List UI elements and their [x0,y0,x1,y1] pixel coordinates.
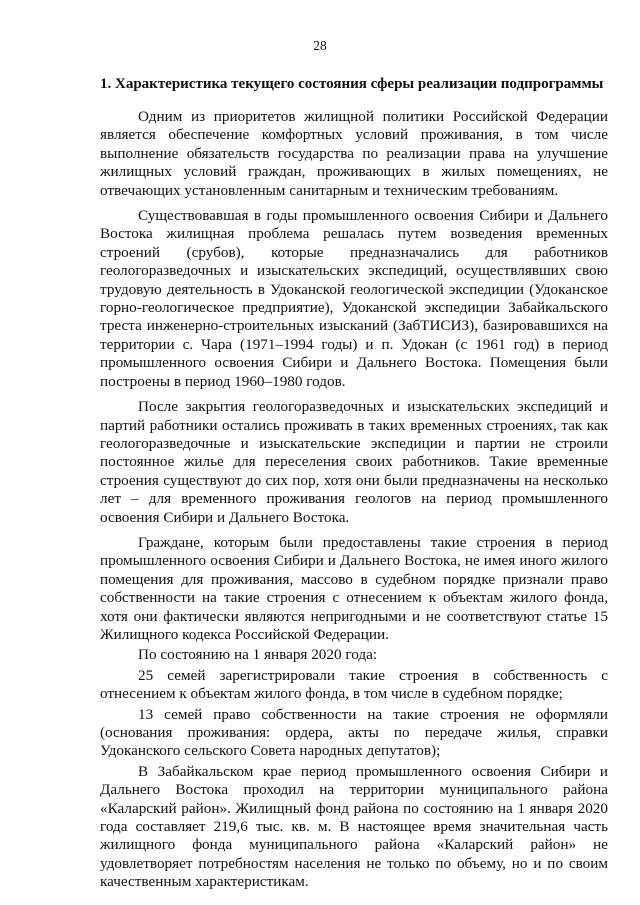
paragraph-housing-history: Существовавшая в годы промышленного освоения Сибири и Дальнего Востока жилищная проблема решалась путем возведения временных строений (срубов), которые предназначались для работников геологоразведочных и изыскательских экспедиций, осуществлявших свою трудовую деятельность в Удоканской геологической экспедиции (Удоканское горно-геологическое предприятие), Удоканской экспедиции Забайкальского треста инженерно-строительных изысканий (ЗабТИСИЗ), базировавшихся на территории с. Чара (1971–1994 годы) и п. Удокан (с 1961 год) в период промышленного освоения Сибири и Дальнего Востока. Помещения были построены в период 1960–1980 годов. [100,207,608,390]
section-heading: 1. Характеристика текущего состояния сферы реализации подпрограммы [100,76,604,92]
body-text [100,108,608,892]
paragraph-kalarsky-district: В Забайкальском крае период промышленного освоения Сибири и Дальнего Востока проходил на территории муниципального района «Каларский район». Жилищный фонд района по состоянию на 1 января 2020 года составляет 219,6 тыс. кв. м. В настоящее время значительная часть жилищного фонда муниципального района «Каларский район» не удовлетворяет потребностям населения не только по объему, но и по своим качественным характеристикам. [100,762,608,891]
paragraph-registered-families: 25 семей зарегистрировали такие строения в собственность с отнесением к объектам жилого фонда, в том числе в судебном порядке; [100,666,608,703]
paragraph-unregistered-families: 13 семей право собственности на такие строения не оформляли (основания проживания: ордера, акты по передаче жилья, справки Удоканского сельского Совета народных депутатов); [100,705,608,760]
paragraph-temporary-structures: После закрытия геологоразведочных и изыскательских экспедиций и партий работники остались проживать в таких временных строениях, так как геологоразведочные и изыскательские экспедиции и партии не строили постоянное жилье для переселения своих работников. Такие временные строения существуют до сих пор, хотя они были предназначены на несколько лет – для временного проживания геологов на период промышленного освоения Сибири и Дальнего Востока. [100,398,608,526]
paragraph-housing-policy: Одним из приоритетов жилищной политики Российской Федерации является обеспечение комфортных условий проживания, в том числе выполнение обязательств государства по реализации права на улучшение жилищных условий граждан, проживающих в жилых помещениях, не отвечающих установленным санитарным и техническим требованиям. [100,108,608,199]
page-number: 28 [313,38,327,53]
paragraph-status-date: По состоянию на 1 января 2020 года: [138,646,378,664]
paragraph-ownership: Граждане, которым были предоставлены такие строения в период промышленного освоения Сибири и Дальнего Востока, не имея иного жилого помещения для проживания, массово в судебном порядке признали право собственности на такие строения с отнесением к объектам жилого фонда, хотя они фактически являются непригодными и не соответствуют статье 15 Жилищного кодекса Российской Федерации. [100,533,608,643]
